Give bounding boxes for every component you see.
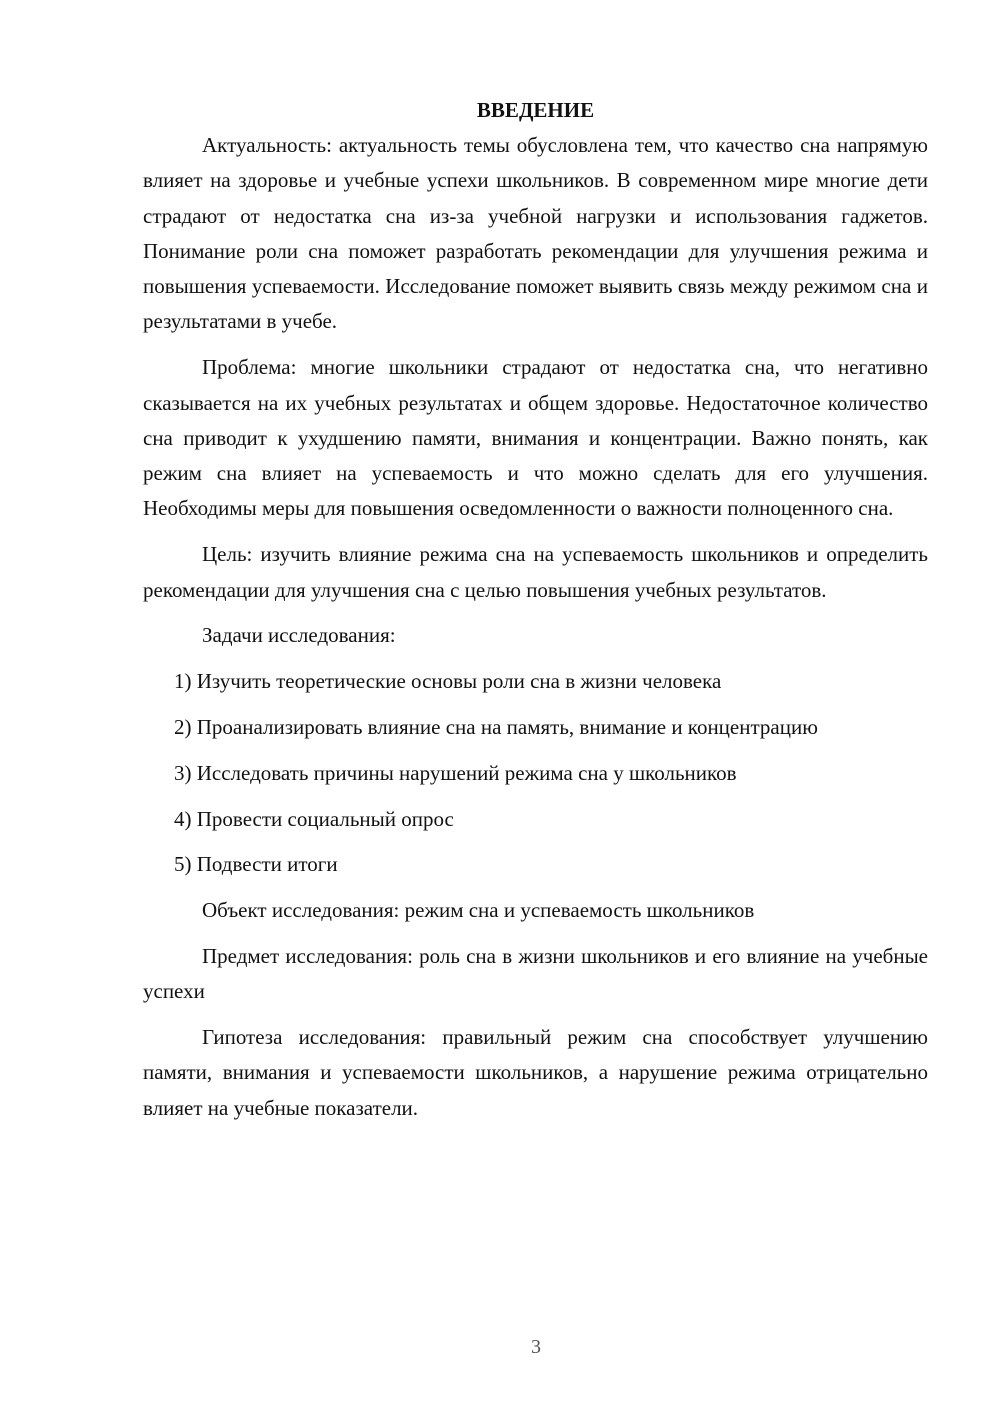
subject-paragraph: Предмет исследования: роль сна в жизни школьников и его влияние на учебные успехи xyxy=(143,943,928,1004)
goal-paragraph: Цель: изучить влияние режима сна на успеваемость школьников и определить рекомендации для улучшения сна с целью повышения учебных результатов. xyxy=(143,542,928,602)
document-page xyxy=(143,93,928,1136)
tasks-heading: Задачи исследования: xyxy=(202,623,396,648)
page-number: 3 xyxy=(531,1336,541,1358)
task-item-2: 2) Проанализировать влияние сна на память, внимание и концентрацию xyxy=(174,714,818,739)
hypothesis-paragraph: Гипотеза исследования: правильный режим сна способствует улучшению памяти, внимания и успеваемости школьников, а нарушение режима отрицательно влияет на учебные показатели. xyxy=(143,1025,928,1120)
object-paragraph: Объект исследования: режим сна и успеваемость школьников xyxy=(202,898,755,923)
task-item-4: 4) Провести социальный опрос xyxy=(174,806,454,831)
relevance-paragraph: Актуальность: актуальность темы обусловлена тем, что качество сна напрямую влияет на здоровье и учебные успехи школьников. В современном мире многие дети страдают от недостатка сна из-за учебной нагрузки и использования гаджетов. Понимание роли сна поможет разработать рекомендации для улучшения режима и повышения успеваемости. Исследование поможет выявить связь между режимом сна и результатами в учебе. xyxy=(143,133,928,334)
task-item-1: 1) Изучить теоретические основы роли сна в жизни человека xyxy=(174,669,722,694)
page-title: ВВЕДЕНИЕ xyxy=(476,98,595,122)
task-item-3: 3) Исследовать причины нарушений режима сна у школьников xyxy=(174,760,737,785)
problem-paragraph: Проблема: многие школьники страдают от недостатка сна, что негативно сказывается на их учебных результатах и общем здоровье. Недостаточное количество сна приводит к ухудшению памяти, внимания и концентрации. Важно понять, как режим сна влияет на успеваемость и что можно сделать для его улучшения. Необходимы меры для повышения осведомленности о важности полноценного сна. xyxy=(143,355,928,521)
task-item-5: 5) Подвести итоги xyxy=(174,852,338,877)
